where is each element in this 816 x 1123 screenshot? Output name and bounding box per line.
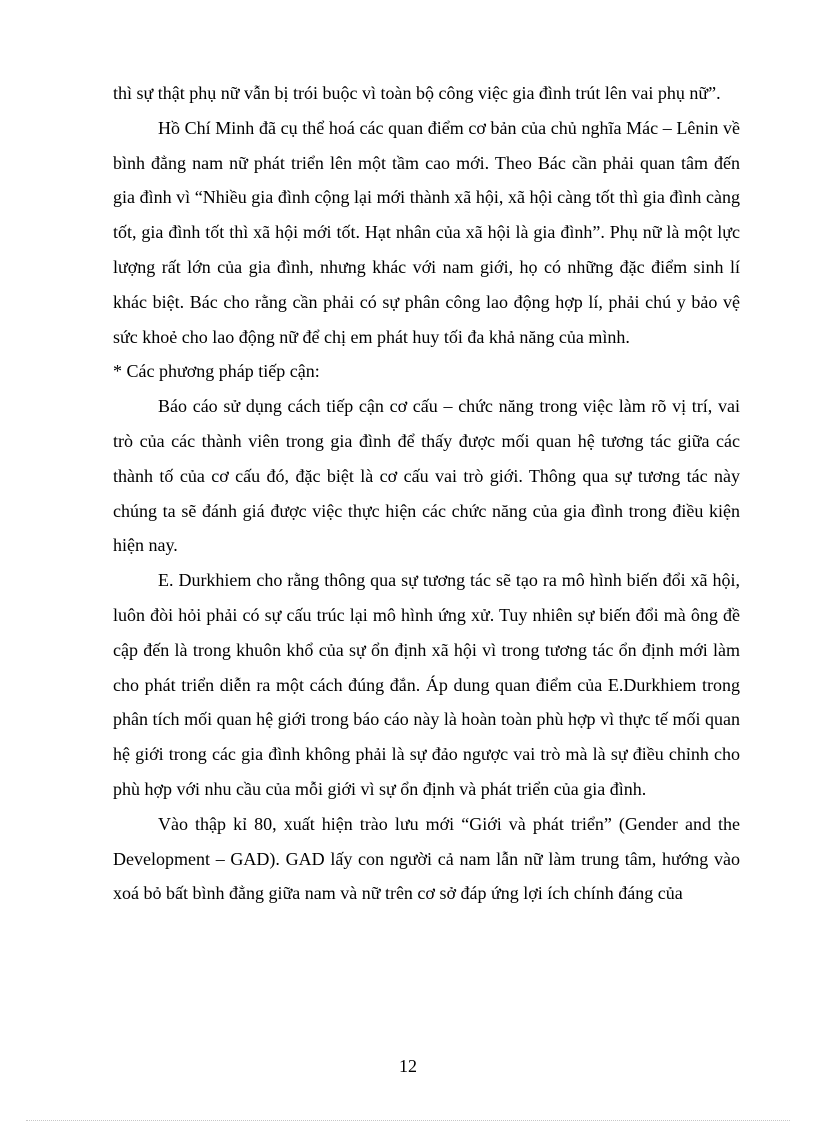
body-text bbox=[113, 76, 740, 911]
section-heading-approaches: * Các phương pháp tiếp cận: bbox=[113, 361, 320, 382]
page-bottom-divider bbox=[26, 1120, 790, 1121]
paragraph-gad: Vào thập kỉ 80, xuất hiện trào lưu mới “Giới và phát triển” (Gender and the Development – GAD). GAD lấy con người cả nam lẫn nữ làm trung tâm, hướng vào xoá bỏ bất bình đẳng giữa nam và nữ trên cơ sở đáp ứng lợi ích chính đáng của bbox=[113, 813, 740, 904]
paragraph-continuation: thì sự thật phụ nữ vẫn bị trói buộc vì toàn bộ công việc gia đình trút lên vai phụ nữ”. bbox=[113, 83, 721, 103]
paragraph-structural-functional: Báo cáo sử dụng cách tiếp cận cơ cấu – chức năng trong việc làm rõ vị trí, vai trò của các thành viên trong gia đình để thấy được mối quan hệ tương tác giữa các thành tố của cơ cấu đó, đặc biệt là cơ cấu vai trò giới. Thông qua sự tương tác này chúng ta sẽ đánh giá được việc thực hiện các chức năng của gia đình trong điều kiện hiện nay. bbox=[113, 396, 740, 556]
page-number: 12 bbox=[399, 1056, 417, 1076]
paragraph-durkhiem: E. Durkhiem cho rằng thông qua sự tương tác sẽ tạo ra mô hình biến đổi xã hội, luôn đòi hỏi phải có sự cấu trúc lại mô hình ứng xử. Tuy nhiên sự biến đổi mà ông đề cập đến là trong khuôn khổ của sự ổn định xã hội vì trong tương tác ổn định mới làm cho phát triển diễn ra một cách đúng đắn. Áp dung quan điểm của E.Durkhiem trong phân tích mối quan hệ giới trong báo cáo này là hoàn toàn phù hợp vì thực tế mối quan hệ giới trong các gia đình không phải là sự đảo ngược vai trò mà là sự điều chỉnh cho phù hợp với nhu cầu của mỗi giới vì sự ổn định và phát triển của gia đình. bbox=[113, 570, 740, 799]
paragraph-ho-chi-minh: Hồ Chí Minh đã cụ thể hoá các quan điểm cơ bản của chủ nghĩa Mác – Lênin về bình đẳng nam nữ phát triển lên một tầm cao mới. Theo Bác cần phải quan tâm đến gia đình vì “Nhiều gia đình cộng lại mới thành xã hội, xã hội càng tốt thì gia đình càng tốt, gia đình tốt thì xã hội mới tốt. Hạt nhân của xã hội là gia đình”. Phụ nữ là một lực lượng rất lớn của gia đình, nhưng khác với nam giới, họ có những đặc điểm sinh lí khác biệt. Bác cho rằng cần phải có sự phân công lao động hợp lí, phải chú y bảo vệ sức khoẻ cho lao động nữ để chị em phát huy tối đa khả năng của mình. bbox=[113, 117, 740, 347]
